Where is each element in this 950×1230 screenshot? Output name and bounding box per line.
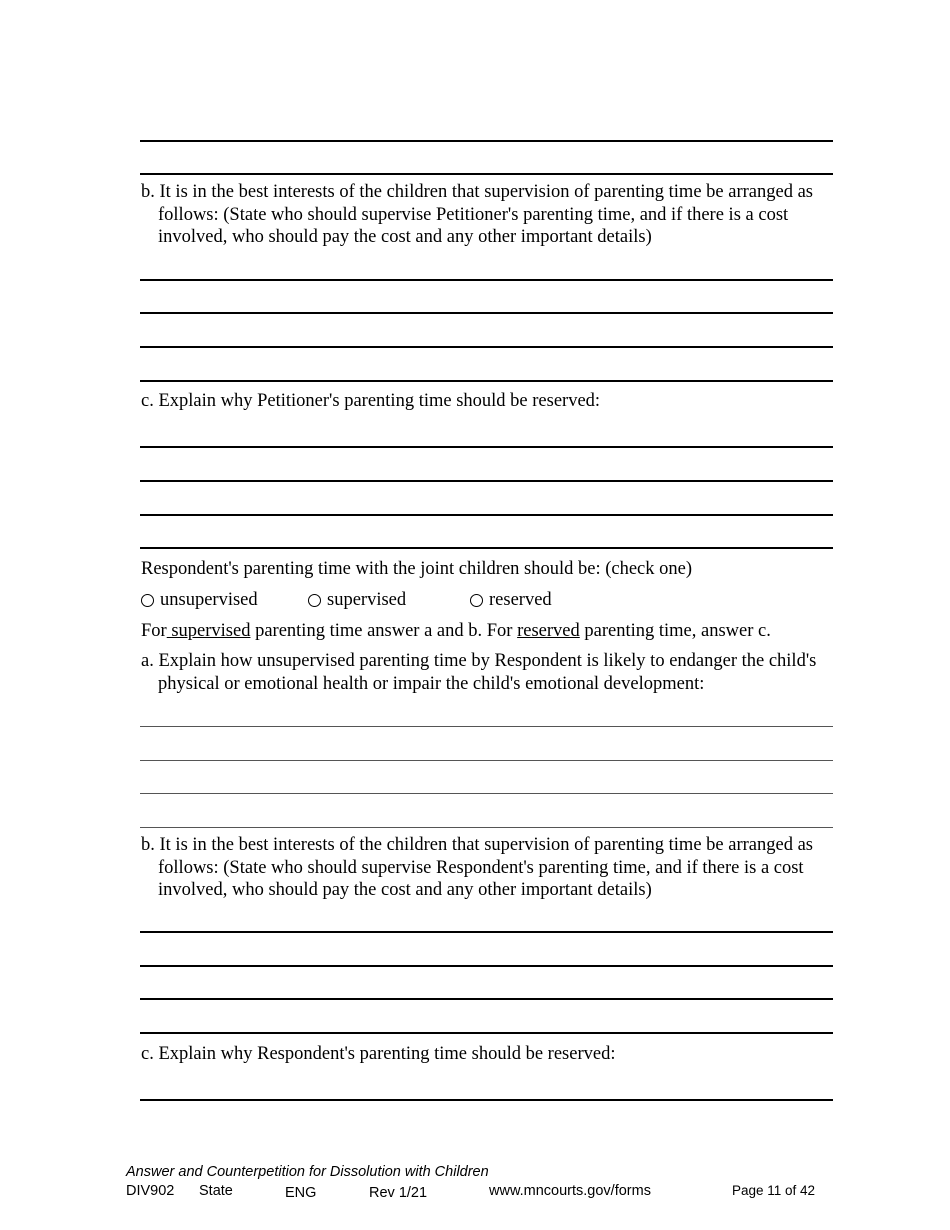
answer-line[interactable] [140, 446, 833, 448]
answer-line[interactable] [140, 514, 833, 516]
footer-language: ENG [285, 1185, 317, 1201]
footer-page-number: Page 11 of 42 [732, 1183, 816, 1198]
instruction-underlined: reserved [517, 621, 580, 641]
question-line: follows: (State who should supervise Respondent's parenting time, and if there is a cost [158, 857, 804, 878]
radio-label: unsupervised [160, 590, 258, 610]
respondent-question-b [141, 834, 841, 902]
answer-line[interactable] [140, 173, 833, 175]
petitioner-question-c: c. Explain why Petitioner's parenting time should be reserved: [141, 391, 601, 411]
question-line: b. It is in the best interests of the children that supervision of parenting time be arranged as [141, 182, 813, 202]
answer-line[interactable] [140, 279, 833, 281]
respondent-parenting-heading: Respondent's parenting time with the joint children should be: (check one) [141, 559, 693, 579]
instruction-text: For [141, 621, 167, 641]
answer-line[interactable] [140, 1032, 833, 1034]
answer-line[interactable] [140, 760, 833, 761]
answer-line[interactable] [140, 1099, 833, 1101]
respondent-question-c: c. Explain why Respondent's parenting time should be reserved: [141, 1044, 616, 1064]
radio-reserved[interactable] [470, 589, 552, 611]
answer-instruction [141, 620, 771, 643]
footer-revision: Rev 1/21 [369, 1185, 428, 1201]
question-line: physical or emotional health or impair the child's emotional development: [158, 673, 705, 694]
question-line: involved, who should pay the cost and any other important details) [158, 227, 652, 247]
respondent-question-a [141, 650, 841, 695]
answer-line[interactable] [140, 998, 833, 1000]
answer-line[interactable] [140, 547, 833, 549]
instruction-underlined: supervised [166, 621, 251, 641]
instruction-text: parenting time answer a and b. For [250, 621, 518, 641]
radio-label: supervised [327, 590, 407, 610]
question-line: a. Explain how unsupervised parenting time by Respondent is likely to endanger the child's [141, 651, 817, 671]
answer-line[interactable] [140, 380, 833, 382]
instruction-text: parenting time, answer c. [579, 621, 771, 641]
footer-jurisdiction: State [199, 1183, 233, 1199]
answer-line[interactable] [140, 346, 833, 348]
petitioner-question-b [141, 181, 841, 249]
answer-line[interactable] [140, 965, 833, 967]
answer-line[interactable] [140, 827, 833, 828]
question-line: involved, who should pay the cost and any other important details) [158, 880, 652, 900]
footer-form-title: Answer and Counterpetition for Dissolution with Children [126, 1164, 489, 1180]
radio-label: reserved [489, 590, 552, 610]
answer-line[interactable] [140, 726, 833, 727]
radio-circle-icon [141, 594, 154, 607]
answer-line[interactable] [140, 480, 833, 482]
radio-supervised[interactable] [308, 589, 406, 611]
radio-circle-icon [470, 594, 483, 607]
answer-line[interactable] [140, 140, 833, 142]
radio-unsupervised[interactable] [141, 589, 258, 611]
answer-line[interactable] [140, 312, 833, 314]
question-line: b. It is in the best interests of the children that supervision of parenting time be arranged as [141, 835, 813, 855]
footer-url[interactable]: www.mncourts.gov/forms [489, 1183, 651, 1199]
answer-line[interactable] [140, 931, 833, 933]
question-line: follows: (State who should supervise Petitioner's parenting time, and if there is a cost [158, 204, 789, 225]
footer-form-id: DIV902 [126, 1183, 175, 1199]
answer-line[interactable] [140, 793, 833, 794]
radio-circle-icon [308, 594, 321, 607]
